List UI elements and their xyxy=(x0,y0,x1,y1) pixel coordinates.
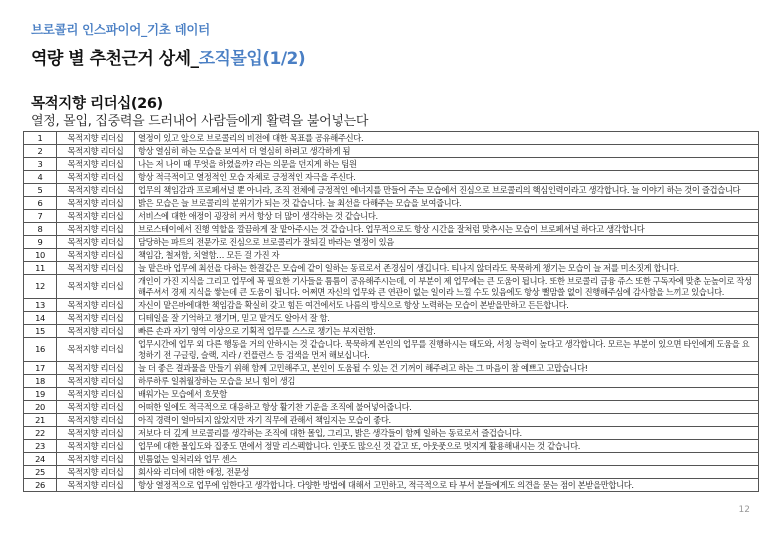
row-category: 목적지향 리더십 xyxy=(57,312,135,325)
table-row xyxy=(24,325,759,338)
row-category: 목적지향 리더십 xyxy=(57,249,135,262)
row-category: 목적지향 리더십 xyxy=(57,453,135,466)
row-text: 배워가는 모습에서 흐뭇함 xyxy=(135,388,759,401)
row-number: 15 xyxy=(24,325,57,338)
row-category: 목적지향 리더십 xyxy=(57,362,135,375)
header-brand: 브로콜리 인스파이어_기초 데이터 xyxy=(31,22,210,37)
table-row xyxy=(24,440,759,453)
row-number: 11 xyxy=(24,262,57,275)
table-row xyxy=(24,145,759,158)
row-text: 개인이 가진 지식을 그리고 업무에 꼭 필요한 기사들을 틈틈이 공유해주시는데, 이 부분이 제 업무에는 큰 도움이 됩니다. 또한 브로콜리 금융 쥬스 또한 구독자에 맞춘 눈높이로 작성해주셔서 경제 지식을 쌓는데 큰 도움이 됩니다. 어쩌면 자신의 업무와 큰 연관이 없는 일이라 느낄 수도 있음에도 항상 뻘맘쓸 없이 진행해주심에 감사함을 느끼고 있습니다. xyxy=(135,275,759,299)
row-number: 23 xyxy=(24,440,57,453)
feedback-table xyxy=(23,131,759,492)
row-text: 늘 더 좋은 결과물을 만들기 위해 함께 고민해주고, 본인이 도움될 수 있는 건 기꺼이 해주려고 하는 그 마음이 참 예쁘고 고맙습니다! xyxy=(135,362,759,375)
row-category: 목적지향 리더십 xyxy=(57,414,135,427)
table-row xyxy=(24,210,759,223)
row-number: 13 xyxy=(24,299,57,312)
row-text: 자신이 맡은바에대한 책임감을 확실히 갖고 힘든 여건에서도 나름의 방식으로 항상 노력하는 모습이 본받을만하고 든든합니다. xyxy=(135,299,759,312)
row-category: 목적지향 리더십 xyxy=(57,375,135,388)
row-text: 아직 경력이 얼마되지 않았지만 자기 직무에 관해서 책임지는 모습이 좋다. xyxy=(135,414,759,427)
table-row xyxy=(24,184,759,197)
row-text: 밝은 모습은 늘 브로콜리의 분위기가 되는 것 같습니다. 늘 최선을 다해주는 모습을 보여줍니다. xyxy=(135,197,759,210)
row-category: 목적지향 리더십 xyxy=(57,440,135,453)
row-category: 목적지향 리더십 xyxy=(57,158,135,171)
row-number: 3 xyxy=(24,158,57,171)
row-text: 늘 맡은바 업무에 최선을 다하는 한결같은 모습에 같이 일하는 동료로서 존경심이 생깁니다. 티나지 않더라도 묵묵하게 챙기는 모습이 늘 저를 미소짓게 합니다. xyxy=(135,262,759,275)
table-row xyxy=(24,249,759,262)
row-number: 1 xyxy=(24,132,57,145)
row-number: 19 xyxy=(24,388,57,401)
row-text: 디테일을 잘 기억하고 챙기며, 믿고 맡겨도 알아서 잘 함. xyxy=(135,312,759,325)
row-text: 담당하는 파트의 전문가로 진심으로 브로콜리가 잘되길 바라는 열정이 있음 xyxy=(135,236,759,249)
row-category: 목적지향 리더십 xyxy=(57,197,135,210)
row-number: 21 xyxy=(24,414,57,427)
row-category: 목적지향 리더십 xyxy=(57,210,135,223)
row-number: 4 xyxy=(24,171,57,184)
section-subtitle: 열정, 몰입, 집중력을 드러내어 사람들에게 활력을 불어넣는다 xyxy=(31,114,369,129)
page-title xyxy=(31,44,305,69)
row-category: 목적지향 리더십 xyxy=(57,223,135,236)
table-row xyxy=(24,171,759,184)
row-text: 업무의 책임감과 프로페셔널 뿐 아니라, 조직 전체에 긍정적인 에너지를 만들어 주는 모습에서 진심으로 브로콜리의 핵심인력이라고 생각합니다. 늘 이야기 하는 것이 즐겁습니다 xyxy=(135,184,759,197)
row-category: 목적지향 리더십 xyxy=(57,401,135,414)
row-category: 목적지향 리더십 xyxy=(57,132,135,145)
table-row xyxy=(24,388,759,401)
row-number: 24 xyxy=(24,453,57,466)
row-text: 하루하루 일취월장하는 모습을 보니 힘이 생김 xyxy=(135,375,759,388)
row-text: 빠른 손과 자기 영역 이상으로 기획적 업무를 스스로 챙기는 부지런함. xyxy=(135,325,759,338)
row-category: 목적지향 리더십 xyxy=(57,275,135,299)
row-text: 저보다 더 깊게 브로콜리를 생각하는 조직에 대한 몰입, 그리고, 밝은 생각들이 함께 일하는 동료로서 즐겁습니다. xyxy=(135,427,759,440)
table-row xyxy=(24,375,759,388)
row-category: 목적지향 리더십 xyxy=(57,325,135,338)
row-text: 책임감, 철저함, 치열함… 모든 걸 가진 자 xyxy=(135,249,759,262)
table-row xyxy=(24,362,759,375)
row-category: 목적지향 리더십 xyxy=(57,479,135,492)
page-title-main: 역량 별 추천근거 상세_ xyxy=(31,49,199,69)
row-text: 브로스테이에서 진행 역할을 깔끔하게 잘 맡아주시는 것 같습니다. 업무적으로도 항상 시간을 잘처럼 맞추시는 모습이 브로페셔널 하다고 생각합니다 xyxy=(135,223,759,236)
row-number: 17 xyxy=(24,362,57,375)
row-number: 26 xyxy=(24,479,57,492)
row-text: 나는 저 나이 때 무엇을 하였을까? 라는 의문을 던지게 하는 팀원 xyxy=(135,158,759,171)
row-category: 목적지향 리더십 xyxy=(57,171,135,184)
row-category: 목적지향 리더십 xyxy=(57,262,135,275)
row-number: 16 xyxy=(24,338,57,362)
row-text: 업무에 대한 몰입도와 집중도 면에서 정말 리스펙합니다. 인풋도 많으신 것 같고 또, 아웃풋으로 멋지게 활용해내시는 것 같습니다. xyxy=(135,440,759,453)
row-category: 목적지향 리더십 xyxy=(57,236,135,249)
table-row xyxy=(24,453,759,466)
table-row xyxy=(24,414,759,427)
table-row xyxy=(24,223,759,236)
row-text: 항상 열정적으로 업무에 임한다고 생각합니다. 다양한 방법에 대해서 고민하고, 적극적으로 타 부서 분들에게도 의견을 묻는 점이 본받을만합니다. xyxy=(135,479,759,492)
page-title-accent: 조직몰입(1/2) xyxy=(198,49,306,69)
table-row xyxy=(24,299,759,312)
row-number: 14 xyxy=(24,312,57,325)
table-row xyxy=(24,338,759,362)
row-number: 22 xyxy=(24,427,57,440)
row-category: 목적지향 리더십 xyxy=(57,338,135,362)
table-row xyxy=(24,312,759,325)
row-text: 업무시간에 업무 외 다른 행동을 거의 안하시는 것 같습니다. 묵묵하게 본인의 업무를 진행하시는 태도와, 서칭 능력이 높다고 생각합니다. 모르는 부분이 있으면 타인에게 도움을 요청하기 전 구글링, 슬랙, 지라 / 컨플런스 등 검색을 먼저 해보십니다. xyxy=(135,338,759,362)
row-category: 목적지향 리더십 xyxy=(57,184,135,197)
table-row xyxy=(24,427,759,440)
table-row xyxy=(24,479,759,492)
row-text: 빈틈없는 일처리와 업무 센스 xyxy=(135,453,759,466)
row-number: 10 xyxy=(24,249,57,262)
row-number: 6 xyxy=(24,197,57,210)
row-number: 18 xyxy=(24,375,57,388)
table-row xyxy=(24,197,759,210)
row-category: 목적지향 리더십 xyxy=(57,466,135,479)
row-number: 5 xyxy=(24,184,57,197)
row-number: 12 xyxy=(24,275,57,299)
table-row xyxy=(24,401,759,414)
row-category: 목적지향 리더십 xyxy=(57,299,135,312)
row-text: 서비스에 대한 애정이 굉장히 커서 항상 더 많이 생각하는 것 같습니다. xyxy=(135,210,759,223)
table-row xyxy=(24,275,759,299)
row-category: 목적지향 리더십 xyxy=(57,145,135,158)
row-category: 목적지향 리더십 xyxy=(57,427,135,440)
table-row xyxy=(24,158,759,171)
table-row xyxy=(24,236,759,249)
table-row xyxy=(24,132,759,145)
row-number: 7 xyxy=(24,210,57,223)
row-number: 25 xyxy=(24,466,57,479)
page-number: 12 xyxy=(738,505,750,515)
table-row xyxy=(24,262,759,275)
row-text: 회사와 리더에 대한 애정, 전문성 xyxy=(135,466,759,479)
row-number: 2 xyxy=(24,145,57,158)
table-row xyxy=(24,466,759,479)
section-title: 목적지향 리더십(26) xyxy=(31,96,163,112)
row-text: 항상 적극적이고 열정적인 모습 자체로 긍정적인 자극을 주신다. xyxy=(135,171,759,184)
row-number: 8 xyxy=(24,223,57,236)
row-text: 항상 열심히 하는 모습을 보여서 더 열심히 하려고 생각하게 됨 xyxy=(135,145,759,158)
row-number: 20 xyxy=(24,401,57,414)
row-text: 어떠한 일에도 적극적으로 대응하고 항상 활기찬 기운을 조직에 불어넣어줍니다. xyxy=(135,401,759,414)
feedback-table-body xyxy=(24,132,759,492)
row-category: 목적지향 리더십 xyxy=(57,388,135,401)
row-text: 열정이 있고 앞으로 브로콜리의 비전에 대한 목표를 공유해주신다. xyxy=(135,132,759,145)
row-number: 9 xyxy=(24,236,57,249)
